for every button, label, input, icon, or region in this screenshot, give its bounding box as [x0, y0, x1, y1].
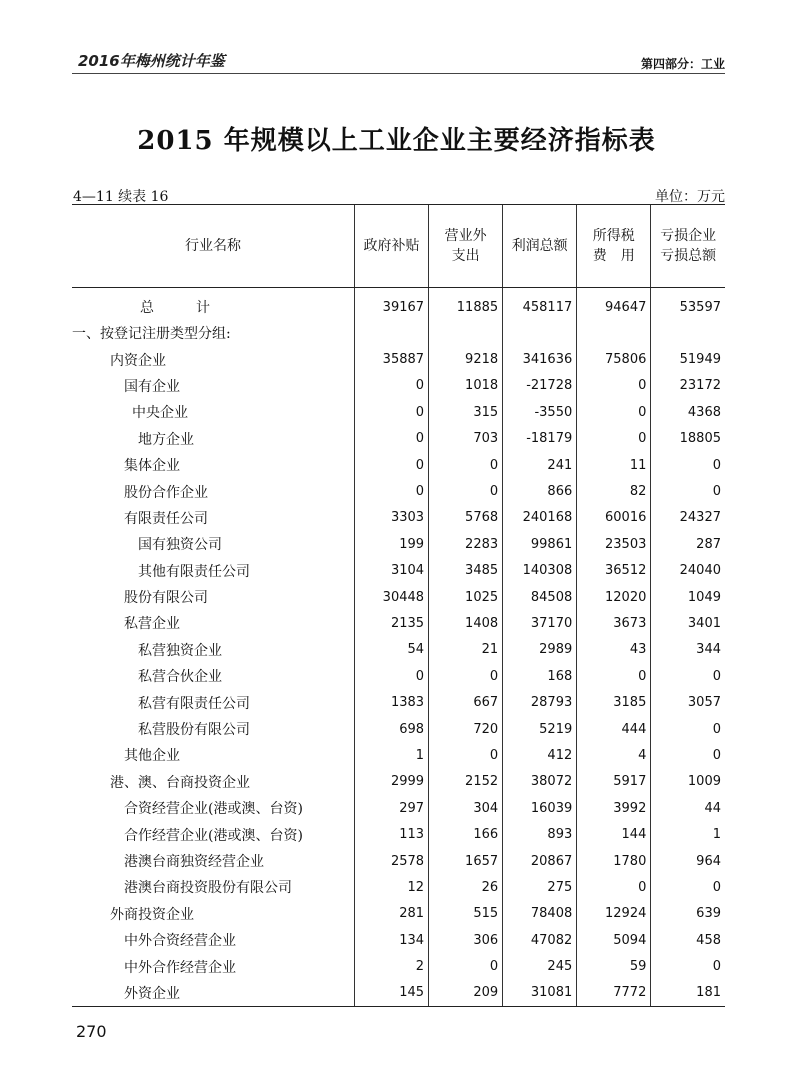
- row-value: 54: [354, 637, 428, 663]
- row-value: 0: [651, 478, 725, 504]
- row-value: 0: [429, 452, 503, 478]
- indicator-table: [72, 204, 725, 1007]
- row-value: 3485: [429, 558, 503, 584]
- row-value: 0: [429, 742, 503, 768]
- row-value: 23503: [577, 531, 651, 557]
- row-value: 866: [503, 478, 577, 504]
- row-label: 合作经营企业(港或澳、台资): [124, 827, 303, 844]
- row-value: 297: [354, 795, 428, 821]
- table-row: [72, 689, 725, 715]
- row-value: 0: [577, 373, 651, 399]
- row-value: 168: [503, 663, 577, 689]
- row-value: 2: [354, 953, 428, 979]
- row-value: 240168: [503, 505, 577, 531]
- row-label: 私营股份有限公司: [138, 722, 250, 739]
- row-value: 7772: [577, 980, 651, 1007]
- table-row: [72, 399, 725, 425]
- row-value: 458: [651, 927, 725, 953]
- table-row: [72, 452, 725, 478]
- row-value: 82: [577, 478, 651, 504]
- row-value: 720: [429, 716, 503, 742]
- table-row: [72, 320, 725, 346]
- row-value: 2578: [354, 848, 428, 874]
- col-header-subsidy: 政府补贴: [354, 205, 428, 288]
- row-value: 0: [651, 874, 725, 900]
- row-value: 99861: [503, 531, 577, 557]
- table-row: [72, 716, 725, 742]
- page-number: 270: [76, 1022, 107, 1041]
- row-value: 0: [354, 399, 428, 425]
- row-value: 0: [429, 478, 503, 504]
- row-value: -21728: [503, 373, 577, 399]
- row-value: 344: [651, 637, 725, 663]
- row-value: 21: [429, 637, 503, 663]
- row-value: 3303: [354, 505, 428, 531]
- table-body: [72, 288, 725, 1007]
- row-value: 39167: [354, 288, 428, 321]
- row-value: [354, 320, 428, 346]
- row-value: 38072: [503, 769, 577, 795]
- table-number: 4—11 续表 16: [73, 189, 169, 205]
- row-value: 181: [651, 980, 725, 1007]
- row-value: 0: [577, 426, 651, 452]
- row-value: 667: [429, 689, 503, 715]
- table-row: [72, 663, 725, 689]
- row-value: 94647: [577, 288, 651, 321]
- row-value: 3992: [577, 795, 651, 821]
- row-label: 私营独资企业: [138, 642, 222, 659]
- row-value: 26: [429, 874, 503, 900]
- row-value: 59: [577, 953, 651, 979]
- table-row: [72, 558, 725, 584]
- page-title: 2015 年规模以上工业企业主要经济指标表: [137, 126, 656, 156]
- table-row: [72, 505, 725, 531]
- row-value: [503, 320, 577, 346]
- row-value: 241: [503, 452, 577, 478]
- row-value: 281: [354, 901, 428, 927]
- row-value: 0: [354, 373, 428, 399]
- row-value: 3401: [651, 610, 725, 636]
- row-label: 股份有限公司: [124, 590, 208, 607]
- row-label: 集体企业: [124, 458, 180, 475]
- row-value: 30448: [354, 584, 428, 610]
- row-value: 60016: [577, 505, 651, 531]
- row-value: 0: [651, 742, 725, 768]
- row-value: 9218: [429, 346, 503, 372]
- table-row: [72, 927, 725, 953]
- yearbook-header: 2016年梅州统计年鉴: [78, 52, 225, 70]
- row-value: 1780: [577, 848, 651, 874]
- row-value: 199: [354, 531, 428, 557]
- row-label: 地方企业: [138, 431, 194, 448]
- col-header-profit: 利润总额: [503, 205, 577, 288]
- row-value: 0: [651, 953, 725, 979]
- table-row: [72, 901, 725, 927]
- col-header-name: 行业名称: [72, 205, 354, 288]
- row-value: 0: [651, 452, 725, 478]
- row-label: 合资经营企业(港或澳、台资): [124, 801, 303, 818]
- row-label: 有限责任公司: [124, 510, 208, 527]
- row-value: 11885: [429, 288, 503, 321]
- row-value: 5219: [503, 716, 577, 742]
- row-value: 3673: [577, 610, 651, 636]
- row-value: 84508: [503, 584, 577, 610]
- row-value: 1: [354, 742, 428, 768]
- row-value: 2283: [429, 531, 503, 557]
- table-row: [72, 980, 725, 1007]
- row-value: 1408: [429, 610, 503, 636]
- row-value: 639: [651, 901, 725, 927]
- row-value: 144: [577, 821, 651, 847]
- table-row: [72, 478, 725, 504]
- table-row: [72, 953, 725, 979]
- row-value: 1657: [429, 848, 503, 874]
- row-value: 698: [354, 716, 428, 742]
- row-value: 444: [577, 716, 651, 742]
- table-row: [72, 874, 725, 900]
- row-value: 35887: [354, 346, 428, 372]
- row-value: 0: [577, 399, 651, 425]
- row-value: 3104: [354, 558, 428, 584]
- row-value: 20867: [503, 848, 577, 874]
- unit-label: 单位：万元: [655, 189, 725, 205]
- row-value: 458117: [503, 288, 577, 321]
- row-value: 24040: [651, 558, 725, 584]
- row-label: 私营合伙企业: [138, 669, 222, 686]
- row-value: 5917: [577, 769, 651, 795]
- row-value: 31081: [503, 980, 577, 1007]
- row-value: 2999: [354, 769, 428, 795]
- table-row: [72, 742, 725, 768]
- row-value: 306: [429, 927, 503, 953]
- row-value: -3550: [503, 399, 577, 425]
- row-label: 中央企业: [132, 405, 188, 422]
- col-header-loss: 亏损企业 亏损总额: [651, 205, 725, 288]
- row-value: 245: [503, 953, 577, 979]
- row-value: 4368: [651, 399, 725, 425]
- row-value: 1018: [429, 373, 503, 399]
- row-value: 51949: [651, 346, 725, 372]
- row-value: 304: [429, 795, 503, 821]
- row-value: 1: [651, 821, 725, 847]
- row-value: 341636: [503, 346, 577, 372]
- row-label: 国有独资公司: [138, 537, 222, 554]
- row-value: 166: [429, 821, 503, 847]
- row-value: 209: [429, 980, 503, 1007]
- row-value: 12020: [577, 584, 651, 610]
- table-row: [72, 848, 725, 874]
- row-label: 其他企业: [124, 748, 180, 765]
- section-header: 第四部分：工业: [640, 57, 725, 71]
- row-value: 0: [354, 426, 428, 452]
- row-value: 964: [651, 848, 725, 874]
- row-label: 总 计: [140, 300, 210, 316]
- table-row: [72, 769, 725, 795]
- row-value: -18179: [503, 426, 577, 452]
- row-label: 港、澳、台商投资企业: [110, 774, 250, 791]
- table-row: [72, 584, 725, 610]
- row-value: 0: [354, 452, 428, 478]
- row-value: 12: [354, 874, 428, 900]
- row-value: 4: [577, 742, 651, 768]
- row-label: 私营企业: [124, 616, 180, 633]
- row-label: 股份合作企业: [124, 484, 208, 501]
- row-value: 0: [651, 716, 725, 742]
- table-row: [72, 531, 725, 557]
- table-row: [72, 426, 725, 452]
- row-value: 0: [577, 663, 651, 689]
- row-label: 中外合资经营企业: [124, 933, 236, 950]
- row-label: 私营有限责任公司: [138, 695, 250, 712]
- row-value: 703: [429, 426, 503, 452]
- row-value: 43: [577, 637, 651, 663]
- row-value: 287: [651, 531, 725, 557]
- row-value: 44: [651, 795, 725, 821]
- row-label: 外资企业: [72, 980, 354, 1007]
- row-value: 1025: [429, 584, 503, 610]
- row-value: 24327: [651, 505, 725, 531]
- row-value: 0: [354, 663, 428, 689]
- row-label: 中外合作经营企业: [124, 959, 236, 976]
- row-value: 0: [429, 663, 503, 689]
- row-value: 275: [503, 874, 577, 900]
- row-value: 1049: [651, 584, 725, 610]
- row-value: 36512: [577, 558, 651, 584]
- col-header-nonop-expense: 营业外 支出: [429, 205, 503, 288]
- table-row: [72, 373, 725, 399]
- row-label: 内资企业: [110, 352, 166, 369]
- row-value: 75806: [577, 346, 651, 372]
- row-value: [429, 320, 503, 346]
- col-header-income-tax: 所得税 费 用: [577, 205, 651, 288]
- row-label: 港澳台商投资股份有限公司: [124, 880, 292, 897]
- row-label: 国有企业: [124, 378, 180, 395]
- row-value: 47082: [503, 927, 577, 953]
- table-row: [72, 795, 725, 821]
- table-row: [72, 821, 725, 847]
- header-rule: [72, 73, 725, 74]
- table-row: [72, 288, 725, 321]
- row-value: 2989: [503, 637, 577, 663]
- row-value: [651, 320, 725, 346]
- row-value: 113: [354, 821, 428, 847]
- row-value: 16039: [503, 795, 577, 821]
- row-value: 0: [651, 663, 725, 689]
- row-value: 140308: [503, 558, 577, 584]
- row-value: 893: [503, 821, 577, 847]
- table-row: [72, 637, 725, 663]
- row-value: 145: [354, 980, 428, 1007]
- table-row: [72, 346, 725, 372]
- row-value: 28793: [503, 689, 577, 715]
- row-value: 2135: [354, 610, 428, 636]
- row-label: 其他有限责任公司: [138, 563, 250, 580]
- row-value: 0: [354, 478, 428, 504]
- row-label: 一、按登记注册类型分组:: [72, 326, 231, 343]
- table-row: [72, 610, 725, 636]
- table-header-row: [72, 205, 725, 288]
- row-value: 2152: [429, 769, 503, 795]
- row-value: 11: [577, 452, 651, 478]
- row-value: 53597: [651, 288, 725, 321]
- row-label: 外商投资企业: [110, 906, 194, 923]
- row-value: 3185: [577, 689, 651, 715]
- row-value: 23172: [651, 373, 725, 399]
- row-value: 18805: [651, 426, 725, 452]
- row-value: 37170: [503, 610, 577, 636]
- row-value: 5768: [429, 505, 503, 531]
- row-value: 78408: [503, 901, 577, 927]
- row-label: 港澳台商独资经营企业: [124, 854, 264, 870]
- row-value: 1009: [651, 769, 725, 795]
- row-value: [577, 320, 651, 346]
- row-value: 134: [354, 927, 428, 953]
- row-value: 3057: [651, 689, 725, 715]
- row-value: 412: [503, 742, 577, 768]
- row-value: 515: [429, 901, 503, 927]
- row-value: 315: [429, 399, 503, 425]
- row-value: 0: [429, 953, 503, 979]
- row-value: 1383: [354, 689, 428, 715]
- row-value: 5094: [577, 927, 651, 953]
- row-value: 0: [577, 874, 651, 900]
- row-value: 12924: [577, 901, 651, 927]
